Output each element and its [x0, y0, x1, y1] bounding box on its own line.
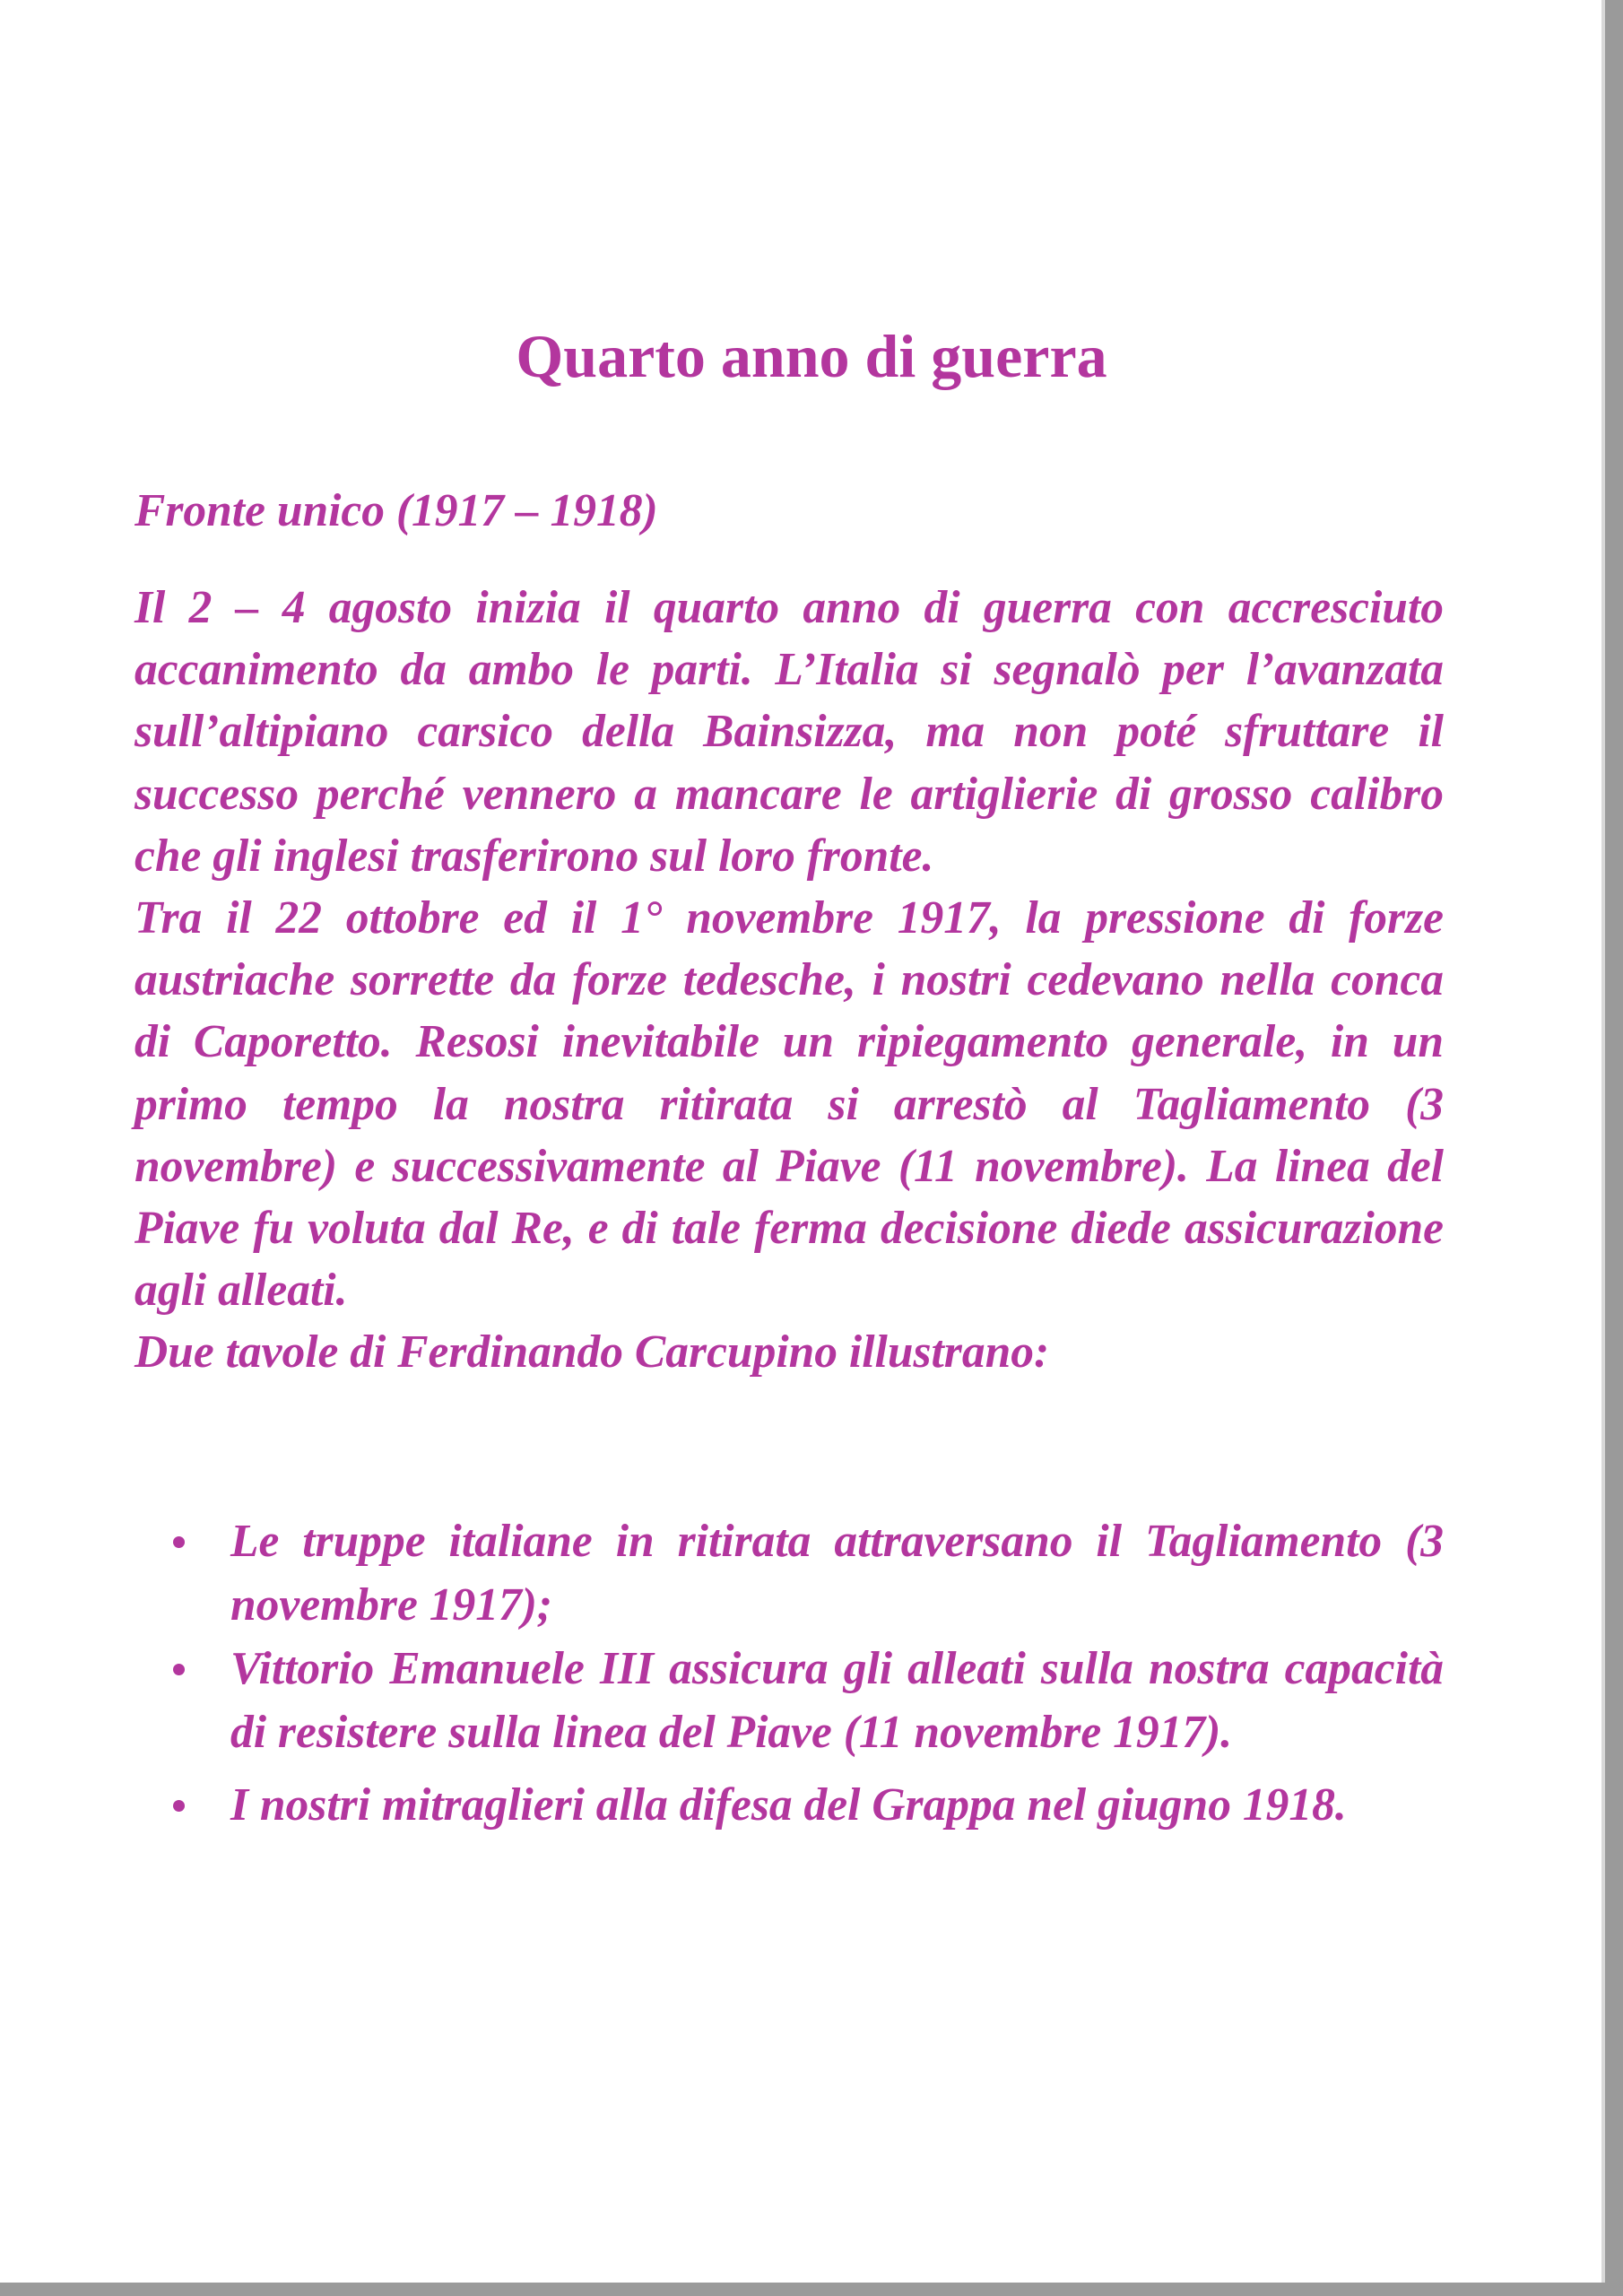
- list-item-text: I nostri mitraglieri alla difesa del Grappa nel giugno 1918.: [230, 1779, 1347, 1831]
- bullet-icon: [173, 1536, 185, 1548]
- list-item: [135, 1773, 1444, 1837]
- list-item-text: Vittorio Emanuele III assicura gli alleati sulla nostra capacità di resistere sulla linea del Piave (11 novembre 1917).: [230, 1643, 1444, 1758]
- list-item: [135, 1637, 1444, 1764]
- paragraph: Il 2 – 4 agosto inizia il quarto anno di guerra con accresciuto accanimento da ambo le parti. L’Italia si segnalò per l’avanzata sull’altipiano carsico della Bainsizza, ma non poté sfruttare il successo perché vennero a mancare le artiglierie di grosso calibro che gli inglesi trasferirono sul loro fronte.: [135, 582, 1444, 882]
- body-text: [135, 577, 1444, 1384]
- page-title: Quarto anno di guerra: [516, 322, 1107, 390]
- paragraph: Due tavole di Ferdinando Carcupino illustrano:: [135, 1326, 1050, 1378]
- scan-edge-bottom: [0, 2283, 1623, 2296]
- illustration-list: [135, 1509, 1444, 1837]
- list-item: [135, 1509, 1444, 1637]
- section-subtitle: Fronte unico (1917 – 1918): [135, 485, 658, 536]
- paragraph: Tra il 22 ottobre ed il 1° novembre 1917, la pressione di forze austriache sorrette da forze tedesche, i nostri cedevano nella conca di Caporetto. Resosi inevitabile un ripiegamento generale, in un primo tempo la nostra ritirata si arrestò al Tagliamento (3 novembre) e successivamente al Piave (11 novembre). La linea del Piave fu voluta dal Re, e di tale ferma decisione diede assicurazione agli alleati.: [135, 892, 1444, 1317]
- bullet-icon: [173, 1800, 185, 1812]
- scan-edge-right: [1605, 0, 1623, 2296]
- list-item-text: Le truppe italiane in ritirata attraversano il Tagliamento (3 novembre 1917);: [230, 1516, 1444, 1631]
- bullet-icon: [173, 1664, 185, 1675]
